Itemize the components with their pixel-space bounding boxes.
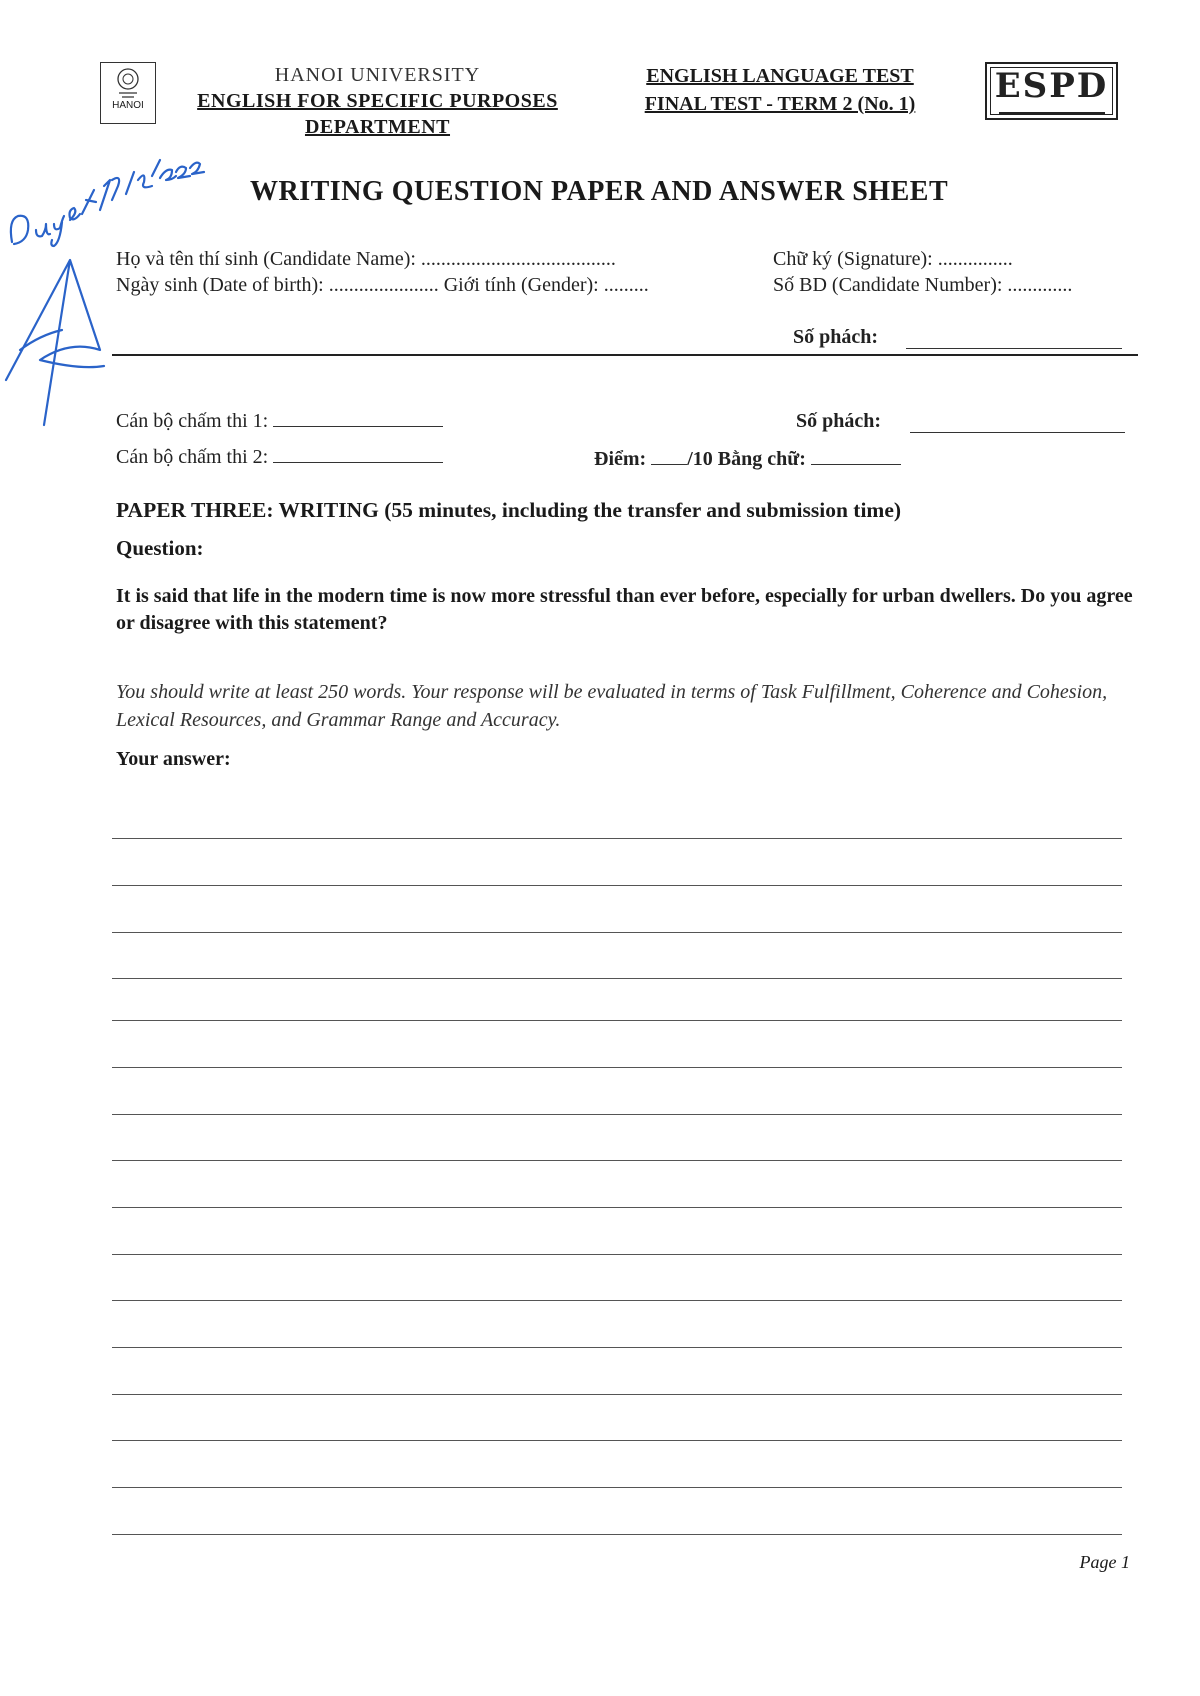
test-header [615,62,945,118]
answer-line[interactable] [112,885,1122,886]
candidate-name-field[interactable]: ....................................... [420,248,616,270]
answer-label: Your answer: [116,748,231,770]
question-label: Question: [116,536,204,560]
answer-line[interactable] [112,1440,1122,1441]
so-phach-field-top[interactable] [906,348,1122,349]
candidate-name-row [116,248,616,271]
examiner1-label: Cán bộ chấm thi 1: [116,410,269,432]
question-text: It is said that life in the modern time is now more stressful than ever before, especially for urban dwellers. Do you agree or disagree with this statement? [116,585,1133,634]
hanoi-university-logo [100,62,156,124]
signature-field[interactable]: ............... [937,248,1013,270]
score-row [594,448,901,471]
answer-line[interactable] [112,1300,1122,1301]
answer-line[interactable] [112,838,1122,839]
emblem-icon [113,67,143,101]
dob-gender-row [116,274,649,297]
dob-label: Ngày sinh (Date of birth): [116,274,324,296]
answer-line[interactable] [112,1207,1122,1208]
score-field[interactable] [651,464,687,465]
espd-logo [985,62,1118,120]
answer-line[interactable] [112,932,1122,933]
answer-line[interactable] [112,1394,1122,1395]
instruction-text: You should write at least 250 words. Your response will be evaluated in terms of Task Fulfillment, Coherence and Cohesion, Lexical Resources, and Grammar Range and Accuracy. [116,681,1108,731]
espd-logo-subline [997,111,1107,117]
so-phach-label-bottom: Số phách: [796,410,882,432]
score-label: Điểm: [594,448,647,470]
so-phach-label-top: Số phách: [793,326,879,348]
university-name: HANOI UNIVERSITY [274,64,481,86]
paper-title: PAPER THREE: WRITING (55 minutes, including the transfer and submission time) [116,498,902,522]
candidate-number-label: Số BD (Candidate Number): [773,274,1003,296]
dob-field[interactable]: ...................... [328,274,439,296]
logo-text: HANOI [112,100,144,111]
gender-field[interactable]: ......... [603,274,649,296]
score-words-field[interactable] [811,464,901,465]
signature-label: Chữ ký (Signature): [773,248,933,270]
examiner2-field[interactable] [273,462,443,463]
answer-line[interactable] [112,1254,1122,1255]
score-words-label: /10 Bằng chữ: [687,448,806,470]
answer-line[interactable] [112,978,1122,979]
university-header [170,62,585,140]
espd-logo-letters: ESPD [994,66,1109,106]
so-phach-field-bottom[interactable] [910,432,1125,433]
signature-row [773,248,1013,271]
page-number: Page 1 [1079,1552,1130,1572]
answer-line[interactable] [112,1487,1122,1488]
cut-line-divider [112,354,1138,356]
answer-line[interactable] [112,1114,1122,1115]
answer-line[interactable] [112,1067,1122,1068]
answer-line[interactable] [112,1160,1122,1161]
page-title: WRITING QUESTION PAPER AND ANSWER SHEET [250,176,949,207]
answer-line[interactable] [112,1534,1122,1535]
test-term: FINAL TEST - TERM 2 (No. 1) [644,93,916,115]
candidate-number-row [773,274,1072,297]
candidate-number-field[interactable]: ............. [1007,274,1073,296]
examiner2-row [116,446,443,469]
gender-label: Giới tính (Gender): [443,274,599,296]
candidate-name-label: Họ và tên thí sinh (Candidate Name): [116,248,416,270]
examiner1-row [116,410,443,433]
answer-line[interactable] [112,1347,1122,1348]
examiner2-label: Cán bộ chấm thi 2: [116,446,269,468]
department-name-line2: DEPARTMENT [304,116,451,138]
examiner1-field[interactable] [273,426,443,427]
department-name-line1: ENGLISH FOR SPECIFIC PURPOSES [197,90,558,112]
test-name: ENGLISH LANGUAGE TEST [646,65,914,87]
answer-line[interactable] [112,1020,1122,1021]
